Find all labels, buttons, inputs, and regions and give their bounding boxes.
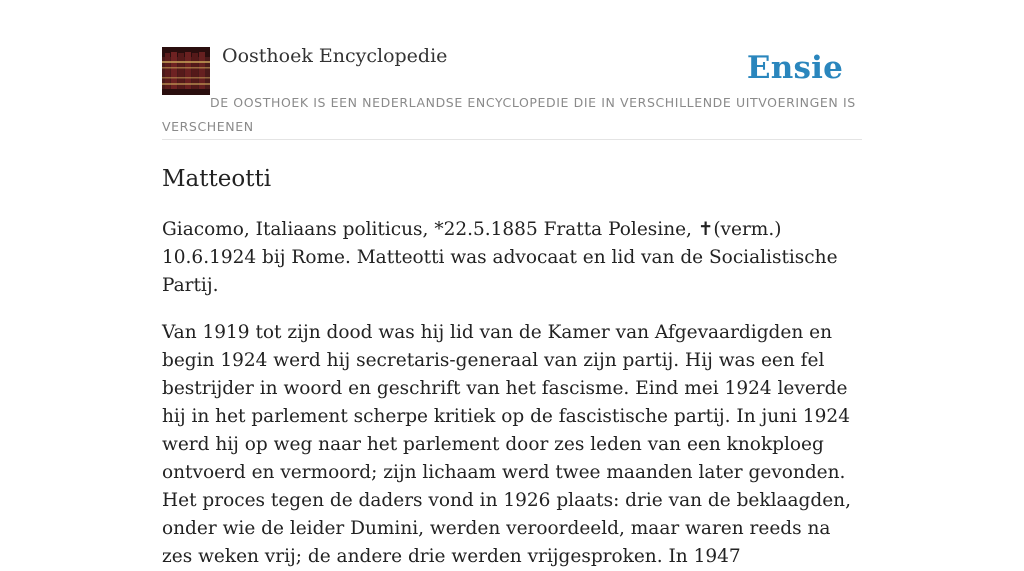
article-paragraph: Van 1919 tot zijn dood was hij lid van de Kamer van Afgevaardigden en begin 1924 werd hij secretaris-generaal van zijn partij. Hij was een fel bestrijder in woord en geschrift van het fascisme. Eind mei 1924 leverde hij in het parlement scherpe kritiek op de fascistische partij. In juni 1924 werd hij op weg naar het parlement door zes leden van een knokploeg ontvoerd en vermoord; zijn lichaam werd twee maanden later gevonden. Het proces tegen de daders vond in 1926 plaats: drie van de beklaagden, onder wie de leider Dumini, werden veroordeeld, maar waren reeds na zes weken vrij; de andere drie werden vrijgesproken. In 1947 xyxy=(162,322,851,567)
site-logo[interactable]: Ensie xyxy=(746,50,843,86)
site-header xyxy=(162,40,862,140)
avatar[interactable] xyxy=(162,47,210,95)
article-paragraph: Giacomo, Italiaans politicus, *22.5.1885 Fratta Polesine, ✝(verm.) 10.6.1924 bij Rome. Matteotti was advocaat en lid van de Socialistische Partij. xyxy=(162,219,838,296)
content-container xyxy=(162,40,862,571)
article-title: Matteotti xyxy=(162,166,272,192)
site-name[interactable]: Oosthoek Encyclopedie xyxy=(222,45,448,67)
encyclopedia-books-icon xyxy=(162,47,210,95)
site-tagline: DE OOSTHOEK IS EEN NEDERLANDSE ENCYCLOPEDIE DIE IN VERSCHILLENDE UITVOERINGEN IS VERSCHENEN xyxy=(162,95,856,134)
